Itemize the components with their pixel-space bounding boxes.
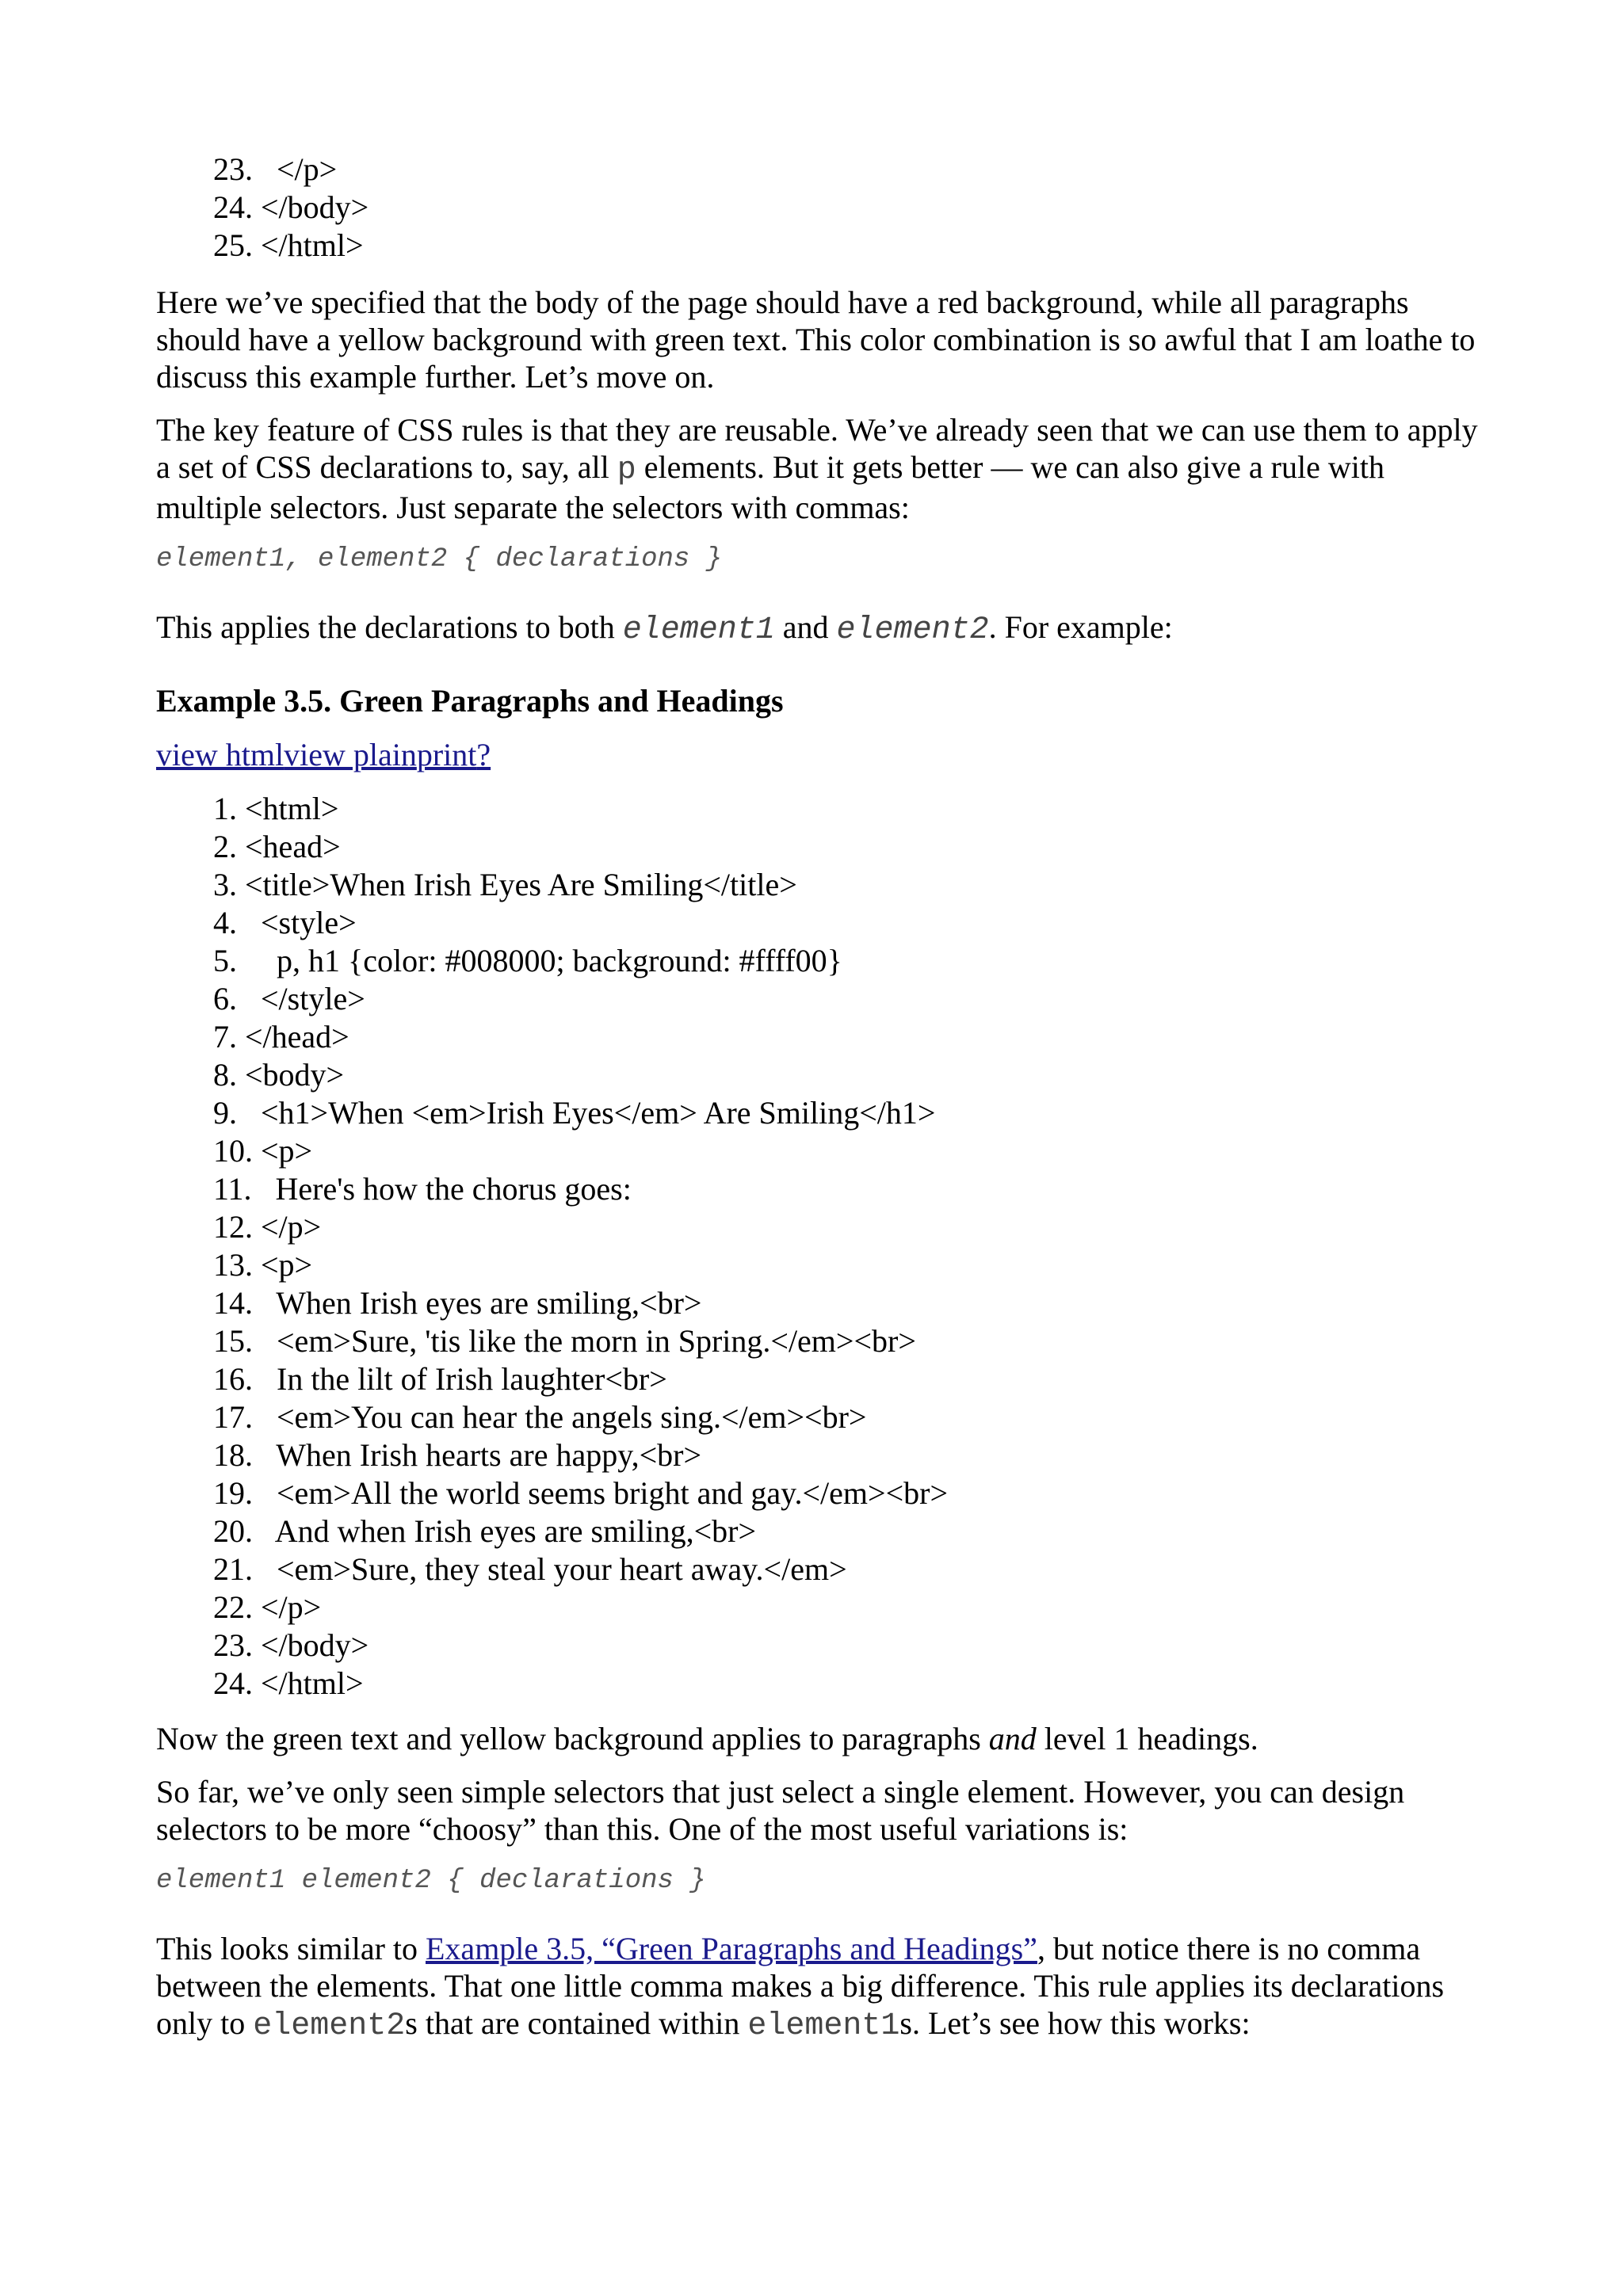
- line-number: 24.: [213, 189, 253, 225]
- code-line: [213, 1665, 1487, 1703]
- code-line: [213, 1550, 1487, 1589]
- selector-syntax: element1 element2 { declarations }: [156, 1866, 706, 1896]
- paragraph: So far, we’ve only seen simple selectors that just select a single element. However, you can design selectors to be more “choosy” than this. One of the most useful variations is:: [156, 1774, 1405, 1847]
- code-text: <title>When Irish Eyes Are Smiling</title>: [245, 867, 797, 902]
- code-line: [213, 1322, 1487, 1360]
- line-number: 17.: [213, 1399, 253, 1435]
- code-text: When Irish eyes are smiling,<br>: [261, 1285, 702, 1321]
- code-text: <p>: [261, 1247, 313, 1283]
- code-text: And when Irish eyes are smiling,<br>: [261, 1513, 756, 1549]
- code-text: Here's how the chorus goes:: [259, 1171, 632, 1207]
- line-number: 20.: [213, 1513, 253, 1549]
- paragraph: [156, 1720, 1487, 1757]
- line-number: 16.: [213, 1361, 253, 1397]
- code-text: </body>: [261, 1627, 369, 1663]
- code-listing: [213, 790, 1487, 1703]
- code-line: [213, 980, 1487, 1018]
- paragraph: Here we’ve specified that the body of the page should have a red background, while all paragraphs should have a yellow background with green text. This color combination is so awful that I am loathe to discuss this example further. Let’s move on.: [156, 284, 1476, 395]
- code-line: [213, 1246, 1487, 1284]
- text: Now the green text and yellow background applies to paragraphs: [156, 1721, 989, 1756]
- view-html-link[interactable]: view html: [156, 737, 285, 772]
- line-number: 3.: [213, 867, 237, 902]
- line-number: 18.: [213, 1437, 253, 1473]
- code-line: [213, 1398, 1487, 1436]
- line-number: 23.: [213, 151, 253, 187]
- selector-syntax: element1, element2 { declarations }: [156, 544, 723, 574]
- code-line: [213, 1284, 1487, 1322]
- code-text: </html>: [261, 1665, 364, 1701]
- text: This applies the declarations to both: [156, 609, 623, 645]
- line-number: 7.: [213, 1019, 237, 1055]
- code-line: [213, 1627, 1487, 1665]
- text: . For example:: [988, 609, 1173, 645]
- view-plain-link[interactable]: view plain: [284, 737, 417, 772]
- code-text: In the lilt of Irish laughter<br>: [261, 1361, 667, 1397]
- code-line: [213, 790, 1487, 828]
- code-line: [213, 1094, 1487, 1132]
- code-text: <html>: [245, 791, 339, 826]
- code-line: [213, 1018, 1487, 1056]
- paragraph: [156, 608, 1487, 649]
- emphasis: and: [988, 1721, 1037, 1756]
- code-text: </html>: [261, 227, 364, 263]
- code-line: [213, 1436, 1487, 1474]
- line-number: 4.: [213, 905, 237, 940]
- code-line: [213, 189, 1487, 227]
- code-text: <em>Sure, 'tis like the morn in Spring.</em><br>: [261, 1323, 916, 1359]
- code-line: [213, 1360, 1487, 1398]
- text: The key feature of CSS rules is that they are reusable. We’ve already seen that we can use them to apply a set of CSS declarations to, say, all: [156, 412, 1478, 485]
- code-text: <body>: [245, 1057, 345, 1093]
- text: level 1 headings.: [1036, 1721, 1258, 1756]
- line-number: 1.: [213, 791, 237, 826]
- code-text: </p>: [261, 1589, 322, 1625]
- code-toolbar: [156, 736, 1487, 774]
- print-link[interactable]: print: [416, 737, 477, 772]
- code-line: [213, 227, 1487, 265]
- code-line: [213, 1132, 1487, 1170]
- code-line: [213, 1170, 1487, 1208]
- line-number: 19.: [213, 1475, 253, 1511]
- line-number: 23.: [213, 1627, 253, 1663]
- code-text: </body>: [261, 189, 369, 225]
- code-line: [213, 828, 1487, 866]
- text: and: [774, 609, 837, 645]
- code-text: When Irish hearts are happy,<br>: [261, 1437, 702, 1473]
- text: s that are contained within: [405, 2005, 748, 2041]
- text: elements. But it gets better — we can also give a rule with multiple selectors. Just separate the selectors with commas:: [156, 449, 1384, 525]
- line-number: 22.: [213, 1589, 253, 1625]
- document-page: [156, 151, 1487, 2061]
- paragraph: [156, 411, 1487, 526]
- line-number: 14.: [213, 1285, 253, 1321]
- text: s. Let’s see how this works:: [899, 2005, 1251, 2041]
- code-line: [213, 904, 1487, 942]
- code-text: <head>: [245, 829, 341, 864]
- code-text: </p>: [261, 1209, 322, 1245]
- line-number: 21.: [213, 1551, 253, 1587]
- code-text: <em>Sure, they steal your heart away.</em>: [261, 1551, 847, 1587]
- line-number: 2.: [213, 829, 237, 864]
- inline-code: p: [617, 452, 636, 488]
- code-line: [213, 1589, 1487, 1627]
- inline-code: element1: [622, 612, 775, 648]
- line-number: 15.: [213, 1323, 253, 1359]
- text: , but notice there is no comma between the elements. That one little comma makes a big difference. This rule applies its declarations only to: [156, 1931, 1445, 2041]
- line-number: 24.: [213, 1665, 253, 1701]
- help-link[interactable]: ?: [476, 737, 491, 772]
- line-number: 12.: [213, 1209, 253, 1245]
- code-text: </head>: [245, 1019, 349, 1055]
- code-text: </style>: [245, 981, 365, 1016]
- line-number: 11.: [213, 1171, 252, 1207]
- line-number: 6.: [213, 981, 237, 1016]
- code-line: [213, 1512, 1487, 1550]
- code-line: [213, 866, 1487, 904]
- line-number: 8.: [213, 1057, 237, 1093]
- line-number: 13.: [213, 1247, 253, 1283]
- line-number: 10.: [213, 1133, 253, 1169]
- paragraph: [156, 1930, 1487, 2045]
- code-text: p, h1 {color: #008000; background: #ffff00}: [245, 943, 842, 978]
- line-number: 9.: [213, 1095, 237, 1131]
- code-listing-tail: [213, 151, 1487, 265]
- code-line: [213, 1208, 1487, 1246]
- code-line: [213, 151, 1487, 189]
- code-line: [213, 1056, 1487, 1094]
- code-text: <style>: [245, 905, 357, 940]
- text: This looks similar to: [156, 1931, 426, 1966]
- inline-code: element2: [253, 2008, 406, 2044]
- code-text: <h1>When <em>Irish Eyes</em> Are Smiling</h1>: [245, 1095, 936, 1131]
- line-number: 25.: [213, 227, 253, 263]
- code-text: </p>: [261, 151, 338, 187]
- code-line: [213, 1474, 1487, 1512]
- inline-code: element1: [747, 2008, 900, 2044]
- code-text: <em>All the world seems bright and gay.</em><br>: [261, 1475, 949, 1511]
- code-text: <em>You can hear the angels sing.</em><br>: [261, 1399, 867, 1435]
- code-line: [213, 942, 1487, 980]
- inline-code: element2: [836, 612, 989, 648]
- line-number: 5.: [213, 943, 237, 978]
- code-text: <p>: [261, 1133, 313, 1169]
- example-title: Example 3.5. Green Paragraphs and Headings: [156, 683, 784, 719]
- example-link[interactable]: Example 3.5, “Green Paragraphs and Headings”: [426, 1931, 1037, 1966]
